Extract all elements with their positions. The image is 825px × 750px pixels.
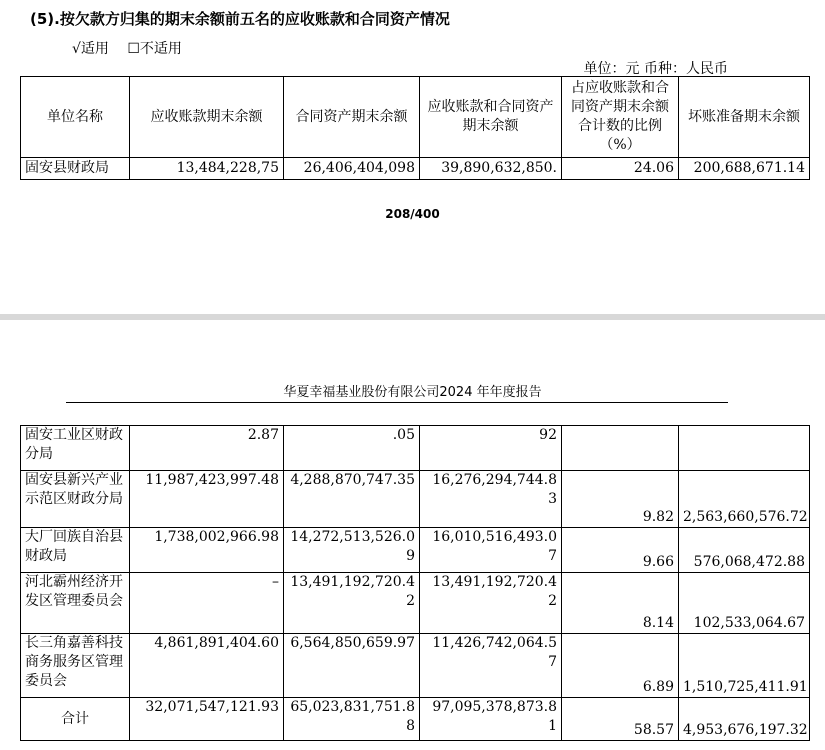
cell-ca: 14,272,513,526.09 [284, 528, 420, 573]
receivables-table-continued [20, 425, 810, 741]
cell-name: 大厂回族自治县财政局 [21, 528, 130, 573]
cell-ar: 11,987,423,997.48 [130, 471, 284, 528]
cell-ca: 4,288,870,747.35 [284, 471, 420, 528]
cell-ratio: 6.89 [562, 634, 679, 698]
header-rule [66, 402, 728, 403]
cell-ar: 2.87 [130, 426, 284, 471]
table-row [21, 634, 810, 698]
option-applicable: √适用 [72, 41, 109, 57]
cell-ca: 65,023,831,751.88 [284, 698, 420, 741]
cell-name: 固安工业区财政分局 [21, 426, 130, 471]
cell-total: 92 [420, 426, 562, 471]
cell-bad-debt: 2,563,660,576.72 [679, 471, 810, 528]
cell-name: 固安县财政局 [21, 158, 130, 180]
page-number: 208/400 [385, 207, 440, 221]
header-unit-name: 单位名称 [21, 77, 130, 158]
cell-bad-debt: 4,953,676,197.32 [679, 698, 810, 741]
cell-ar: 4,861,891,404.60 [130, 634, 284, 698]
header-bad-debt: 坏账准备期末余额 [679, 77, 810, 158]
cell-ratio: 9.82 [562, 471, 679, 528]
table-row [21, 528, 810, 573]
cell-bad-debt [679, 426, 810, 471]
cell-ratio: 9.66 [562, 528, 679, 573]
table-row [21, 158, 810, 180]
cell-total: 97,095,378,873.81 [420, 698, 562, 741]
cell-total: 11,426,742,064.57 [420, 634, 562, 698]
header-ar-balance: 应收账款期末余额 [130, 77, 284, 158]
header-contract-asset-balance: 合同资产期末余额 [284, 77, 420, 158]
cell-name: 长三角嘉善科技商务服务区管理委员会 [21, 634, 130, 698]
cell-bad-debt: 200,688,671.14 [679, 158, 810, 180]
running-header: 华夏幸福基业股份有限公司2024 年年度报告 [283, 385, 542, 400]
cell-ar: – [130, 573, 284, 634]
table-row [21, 426, 810, 471]
cell-ratio: 24.06 [562, 158, 679, 180]
header-ratio: 占应收账款和合同资产期末余额合计数的比例（%） [562, 77, 679, 158]
cell-total: 16,276,294,744.83 [420, 471, 562, 528]
unit-currency-line: 单位：元 币种：人民币 [583, 61, 728, 77]
cell-name: 固安县新兴产业示范区财政分局 [21, 471, 130, 528]
cell-ratio: 58.57 [562, 698, 679, 741]
page-gap-divider [0, 314, 825, 320]
cell-bad-debt: 102,533,064.67 [679, 573, 810, 634]
cell-total: 13,491,192,720.42 [420, 573, 562, 634]
cell-bad-debt: 1,510,725,411.91 [679, 634, 810, 698]
cell-ca: .05 [284, 426, 420, 471]
cell-ca: 13,491,192,720.42 [284, 573, 420, 634]
cell-ratio: 8.14 [562, 573, 679, 634]
table-total-row [21, 698, 810, 741]
cell-name: 河北霸州经济开发区管理委员会 [21, 573, 130, 634]
cell-total: 39,890,632,850. [420, 158, 562, 180]
cell-ar: 13,484,228,75 [130, 158, 284, 180]
cell-total: 16,010,516,493.07 [420, 528, 562, 573]
section-heading: (5).按欠款方归集的期末余额前五名的应收账款和合同资产情况 [30, 10, 450, 28]
cell-bad-debt: 576,068,472.88 [679, 528, 810, 573]
header-combined-balance: 应收账款和合同资产期末余额 [420, 77, 562, 158]
cell-ca: 6,564,850,659.97 [284, 634, 420, 698]
cell-ar: 1,738,002,966.98 [130, 528, 284, 573]
cell-ratio [562, 426, 679, 471]
table-row [21, 471, 810, 528]
cell-ar: 32,071,547,121.93 [130, 698, 284, 741]
applicability-options [72, 38, 196, 58]
table-row [21, 573, 810, 634]
cell-ca: 26,406,404,098 [284, 158, 420, 180]
option-not-applicable: ☐不适用 [127, 41, 182, 57]
receivables-table-top [20, 76, 810, 180]
table-header-row [21, 77, 810, 158]
cell-name: 合计 [21, 698, 130, 741]
